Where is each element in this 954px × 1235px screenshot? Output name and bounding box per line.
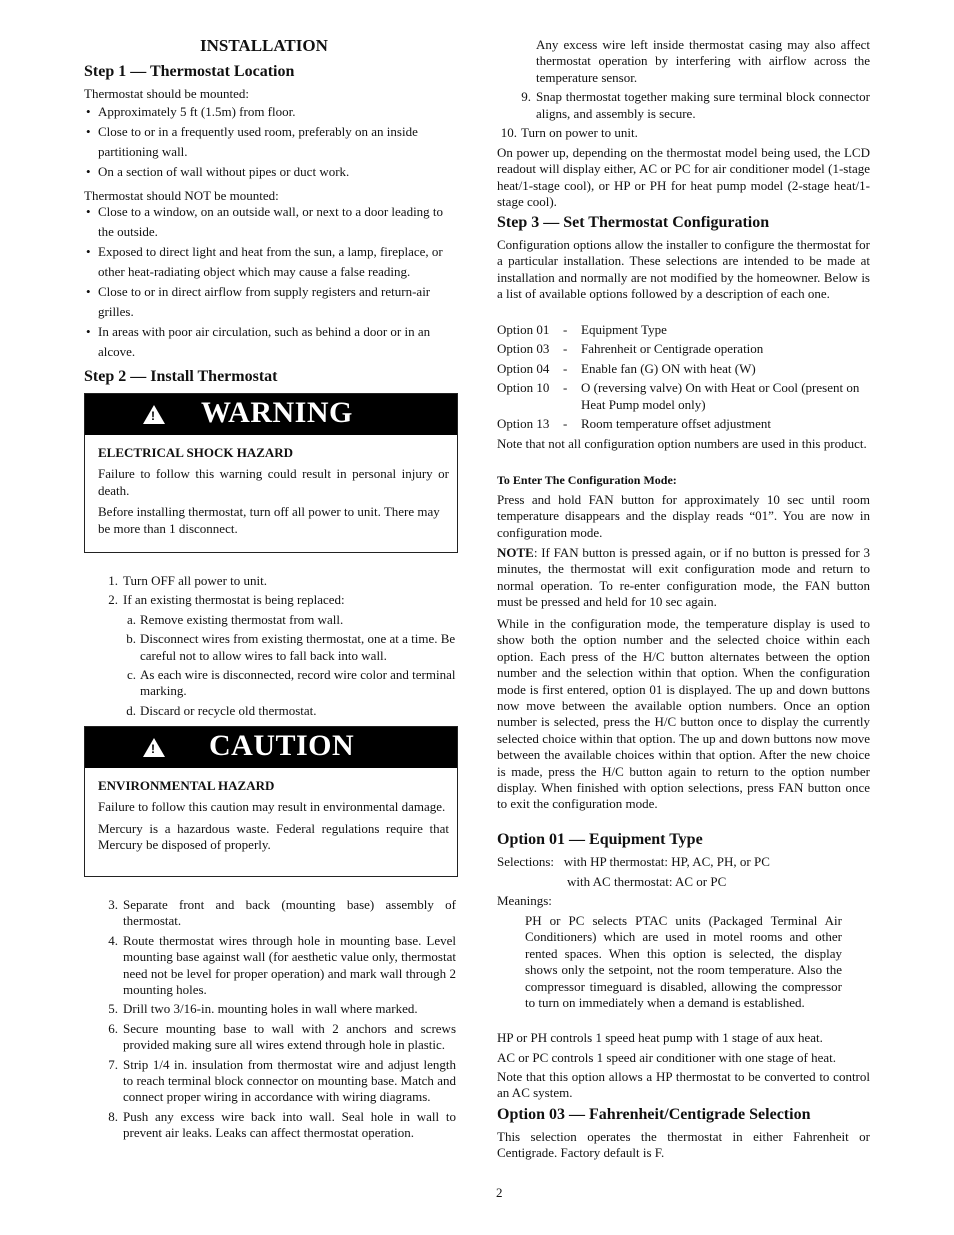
warning-text: Before installing thermostat, turn off all power to unit. There may be more than 1 disconnect. — [98, 504, 440, 536]
install-step: 7. Strip 1/4 in. insulation from thermostat wire and adjust length to reach terminal block connector on mounting base. Match and connect proper wiring in accordance with wiring diagrams. — [108, 1056, 456, 1105]
warning-header — [85, 394, 457, 435]
install-step: 6. Secure mounting base to wall with 2 anchors and screws provided making sure all wires extend through hole in plastic. — [108, 1020, 456, 1053]
option03-text: This selection operates the thermostat in either Fahrenheit or Centigrade. Factory default is F. — [497, 1129, 870, 1161]
install-step: 3. Separate front and back (mounting base) assembly of thermostat. — [108, 897, 456, 929]
option-row: Option 04 - Enable fan (G) ON with heat (W) — [497, 360, 756, 376]
option01-selections: with AC thermostat: AC or PC — [567, 874, 727, 889]
warning-hazard: ELECTRICAL SHOCK HAZARD — [98, 445, 294, 460]
note-label: NOTE — [497, 545, 534, 560]
step2-title: Step 2 — Install Thermostat — [84, 368, 278, 385]
install-step: 8. Push any excess wire back into wall. Seal hole in wall to prevent air leaks. Leaks can affect thermostat operation. — [108, 1108, 456, 1141]
option-row: Option 01 - Equipment Type — [497, 322, 667, 337]
caution-header — [85, 727, 457, 768]
page-number: 2 — [496, 1185, 503, 1200]
install-step: 9. Snap thermostat together making sure terminal block connector aligns, and assembly is secure. — [521, 89, 870, 121]
options-list — [497, 322, 870, 432]
not-item: • Close to or in direct airflow from supply registers and return-air grilles. — [84, 282, 456, 322]
not-item: • In areas with poor air circulation, such as behind a door or in an alcove. — [84, 322, 456, 362]
caution-label: CAUTION — [209, 729, 355, 762]
enter-config-text: Press and hold FAN button for approximately 10 sec until room temperature disappears and the display reads “01”. You are now in configuration mode. — [497, 492, 870, 540]
step3-title: Step 3 — Set Thermostat Configuration — [497, 214, 770, 231]
should-intro: Thermostat should be mounted: — [84, 86, 250, 101]
not-intro: Thermostat should NOT be mounted: — [84, 188, 279, 203]
option03-title: Option 03 — Fahrenheit/Centigrade Selection — [497, 1106, 811, 1123]
install-substep: c. As each wire is disconnected, record wire color and terminal marking. — [126, 667, 456, 699]
warning-text: Failure to follow this warning could result in personal injury or death. — [98, 466, 449, 498]
note-not-all: Note that not all configuration option numbers are used in this product. — [497, 436, 867, 451]
step1-title: Step 1 — Thermostat Location — [84, 63, 295, 80]
install-step: 1. Turn OFF all power to unit. — [108, 573, 267, 588]
option-row: Option 13 - Room temperature offset adjustment — [497, 416, 772, 432]
meanings-text: PH or PC selects PTAC units (Packaged Terminal Air Conditioners) which are used in motel rooms and other rented spaces. When this option is selected, the display shows only the setpoint, not the room temperature. Also the compressor timeguard is disabled, allowing the compressor to turn on immediately when a demand is established. — [525, 913, 842, 1011]
note-paragraph: NOTE: If FAN button is pressed again, or if no button is pressed for 3 minutes, the thermostat will exit configuration mode and return to normal operation. To re-enter configuration mode, the FAN button must be pressed and held for 10 sec again. — [497, 545, 870, 610]
install-step-continued: Any excess wire left inside thermostat casing may also affect thermostat operation by interfering with airflow across the temperature sensor. — [536, 37, 870, 85]
not-item: • Close to a window, on an outside wall, or next to a door leading to the outside. — [84, 202, 456, 242]
option-row: Option 10 - O (reversing valve) On with Heat or Cool (present on Heat Pump model only) — [497, 380, 860, 412]
ac-text: AC or PC controls 1 speed air conditioner with one stage of heat. — [497, 1050, 837, 1065]
option-row: Option 03 - Fahrenheit or Centigrade operation — [497, 341, 764, 357]
page-heading: INSTALLATION — [200, 36, 328, 55]
option01-selections: Selections: with HP thermostat: HP, AC, PH, or PC — [497, 854, 770, 869]
warning-box — [84, 393, 458, 553]
meanings-label: Meanings: — [497, 893, 552, 908]
install-substep: b. Disconnect wires from existing thermostat, one at a time. Be careful not to allow wires to fall back into wall. — [126, 631, 456, 663]
install-substep: a. Remove existing thermostat from wall. — [126, 611, 344, 627]
install-step: 4. Route thermostat wires through hole in mounting base. Level mounting base against wall (for aesthetic value only, thermostat need not be level for proper operation) and mark wall through 2 mounting holes. — [108, 932, 456, 998]
should-item: • Approximately 5 ft (1.5m) from floor. — [84, 102, 456, 122]
warning-triangle-icon — [143, 405, 165, 424]
caution-text: Mercury is a hazardous waste. Federal regulations require that Mercury be disposed of properly. — [98, 820, 449, 853]
caution-triangle-icon — [143, 738, 165, 757]
caution-box — [84, 726, 458, 877]
install-step: 10. Turn on power to unit. — [500, 125, 638, 141]
install-substep: d. Discard or recycle old thermostat. — [126, 702, 317, 718]
install-step: 5. Drill two 3/16-in. mounting holes in wall where marked. — [108, 1001, 418, 1017]
caution-hazard: ENVIRONMENTAL HAZARD — [98, 778, 275, 793]
should-item: • Close to or in a frequently used room, preferably on an inside partitioning wall. — [84, 122, 456, 162]
should-item: • On a section of wall without pipes or duct work. — [84, 162, 456, 182]
power-up-text: On power up, depending on the thermostat model being used, the LCD readout will display either, AC or PC for air conditioner model (1-stage heat/1-stage cool), or HP or PH for heat pump model (2-stage heat/1-stage cool). — [497, 145, 870, 210]
config-mode-text: While in the configuration mode, the temperature display is used to show both the option number and the selected choice within each option. Each press of the H/C button alternates between the option number and the selection within that option. When the configuration mode is first entered, option 01 is displayed. The up and down buttons now move between the available option numbers. Once an option number is selected, press the H/C button once to display the currently selected choice within that option. The up and down buttons now move between the available choices within that option. After the new choice is made, press the H/C button again to return to the option number display. When finished with option selections, press FAN button once to exit the configuration mode. — [497, 616, 870, 812]
enter-config-title: To Enter The Configuration Mode: — [497, 473, 677, 487]
option01-note: Note that this option allows a HP thermostat to be converted to control an AC system. — [497, 1069, 870, 1101]
not-item: • Exposed to direct light and heat from the sun, a lamp, fireplace, or other heat-radiating object which may cause a false reading. — [84, 242, 456, 282]
step3-intro: Configuration options allow the installer to configure the thermostat for a particular installation. These selections are intended to be made at installation and normally are not modified by the homeowner. Below is a list of available options followed by a description of each one. — [497, 237, 870, 302]
hp-text: HP or PH controls 1 speed heat pump with 1 stage of aux heat. — [497, 1030, 823, 1045]
option01-title: Option 01 — Equipment Type — [497, 831, 703, 848]
caution-text: Failure to follow this caution may result in environmental damage. — [98, 799, 446, 815]
warning-label: WARNING — [201, 396, 353, 429]
install-step: 2. If an existing thermostat is being replaced: — [108, 592, 345, 608]
